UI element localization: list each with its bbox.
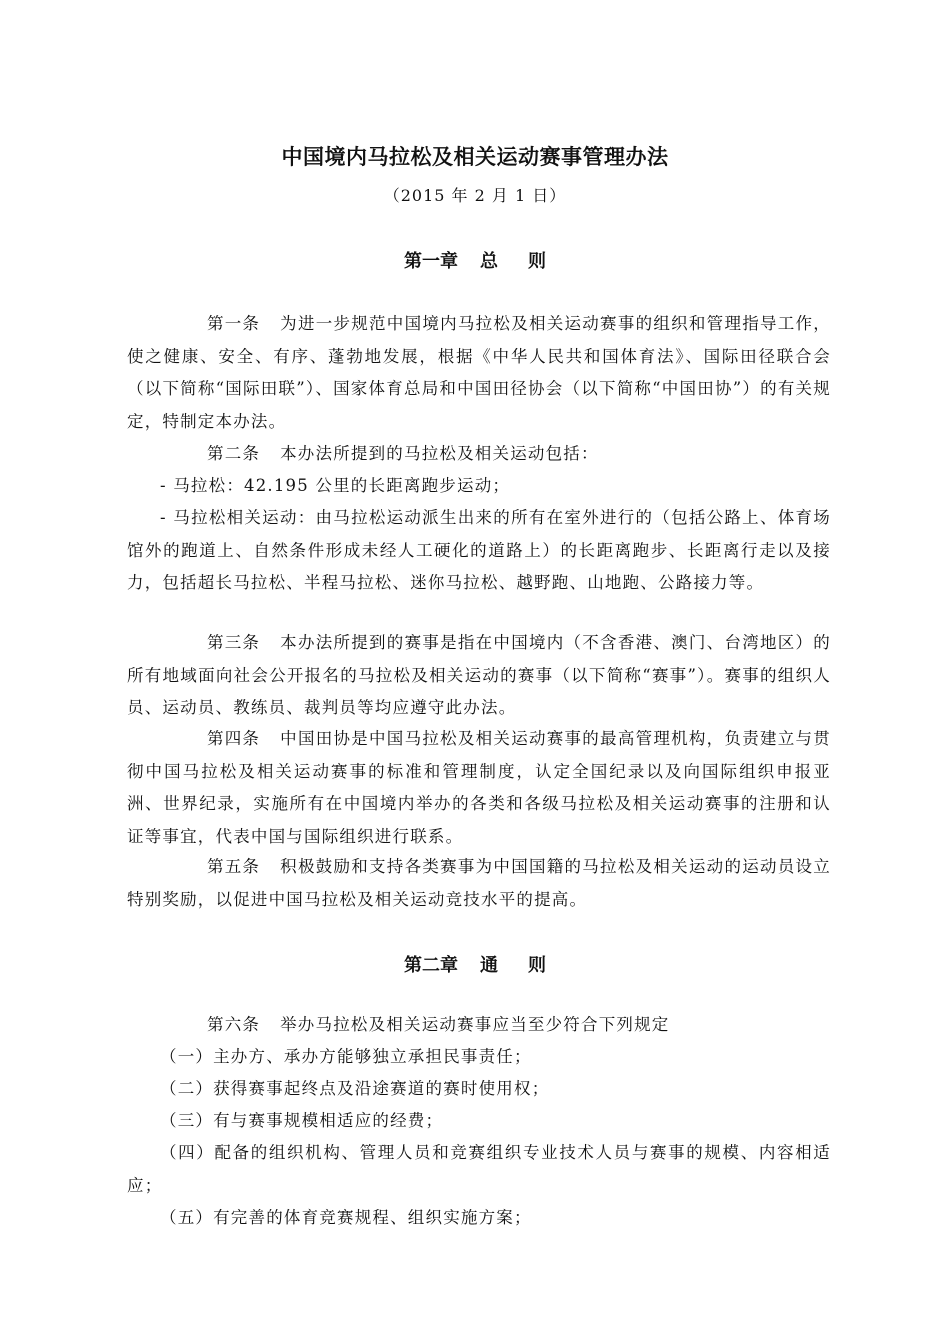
article-6-item-2: （二）获得赛事起终点及沿途赛道的赛时使用权； [160,1079,550,1098]
article-3 [127,627,831,725]
article-6-label: 第六条 [207,1015,261,1034]
chapter-1-number: 第一章 [404,251,458,272]
article-5-label: 第五条 [207,857,261,876]
article-6-item-5: （五）有完善的体育竞赛规程、组织实施方案； [160,1208,532,1227]
article-2-item-2: - 马拉松相关运动：由马拉松运动派生出来的所有在室外进行的（包括公路上、体育场馆外的跑道上、自然条件形成未经人工硬化的道路上）的长距离跑步、长距离行走以及接力，包括超长马拉松、半程马拉松、迷你马拉松、越野跑、山地跑、公路接力等。 [127,508,831,592]
chapter-2-heading [0,951,950,977]
chapter-2-char-1: 通 [480,955,498,976]
chapter-2-number: 第二章 [404,955,458,976]
chapter-1-char-1: 总 [480,251,498,272]
chapter-1-char-2: 则 [528,251,546,272]
article-2-item-1: - 马拉松：42.195 公里的长距离跑步运动； [160,476,511,495]
article-1-label: 第一条 [207,314,261,333]
article-6-item-4: （四）配备的组织机构、管理人员和竞赛组织专业技术人员与赛事的规模、内容相适应； [127,1143,831,1195]
article-5-text: 积极鼓励和支持各类赛事为中国国籍的马拉松及相关运动的运动员设立特别奖励，以促进中国马拉松及相关运动竞技水平的提高。 [127,857,831,909]
article-4-label: 第四条 [207,729,261,748]
article-3-label: 第三条 [207,633,261,652]
article-6-item-1: （一）主办方、承办方能够独立承担民事责任； [160,1047,532,1066]
document-date: （2015 年 2 月 1 日） [383,186,567,205]
chapter-2-char-2: 则 [528,955,546,976]
article-2-text: 本办法所提到的马拉松及相关运动包括： [280,444,599,463]
article-5 [127,851,831,916]
article-1-text: 为进一步规范中国境内马拉松及相关运动赛事的组织和管理指导工作，使之健康、安全、有序、蓬勃地发展，根据《中华人民共和国体育法》、国际田径联合会（以下简称“国际田联”）、国家体育总局和中国田径协会（以下简称“中国田协”）的有关规定，特制定本办法。 [127,314,831,431]
article-3-text: 本办法所提到的赛事是指在中国境内（不含香港、澳门、台湾地区）的所有地域面向社会公开报名的马拉松及相关运动的赛事（以下简称“赛事”）。赛事的组织人员、运动员、教练员、裁判员等均应遵守此办法。 [127,633,831,717]
chapter-1-heading [0,247,950,273]
article-1 [127,308,831,438]
article-2-label: 第二条 [207,444,261,463]
document-title: 中国境内马拉松及相关运动赛事管理办法 [281,144,669,169]
article-2 [127,438,831,471]
article-6-item-3: （三）有与赛事规模相适应的经费； [160,1111,444,1130]
article-6-text: 举办马拉松及相关运动赛事应当至少符合下列规定 [280,1015,670,1034]
article-6 [127,1009,831,1042]
article-4-text: 中国田协是中国马拉松及相关运动赛事的最高管理机构，负责建立与贯彻中国马拉松及相关运动赛事的标准和管理制度，认定全国纪录以及向国际组织申报亚洲、世界纪录，实施所有在中国境内举办的各类和各级马拉松及相关运动赛事的注册和认证等事宜，代表中国与国际组织进行联系。 [127,729,831,846]
article-4 [127,723,831,853]
